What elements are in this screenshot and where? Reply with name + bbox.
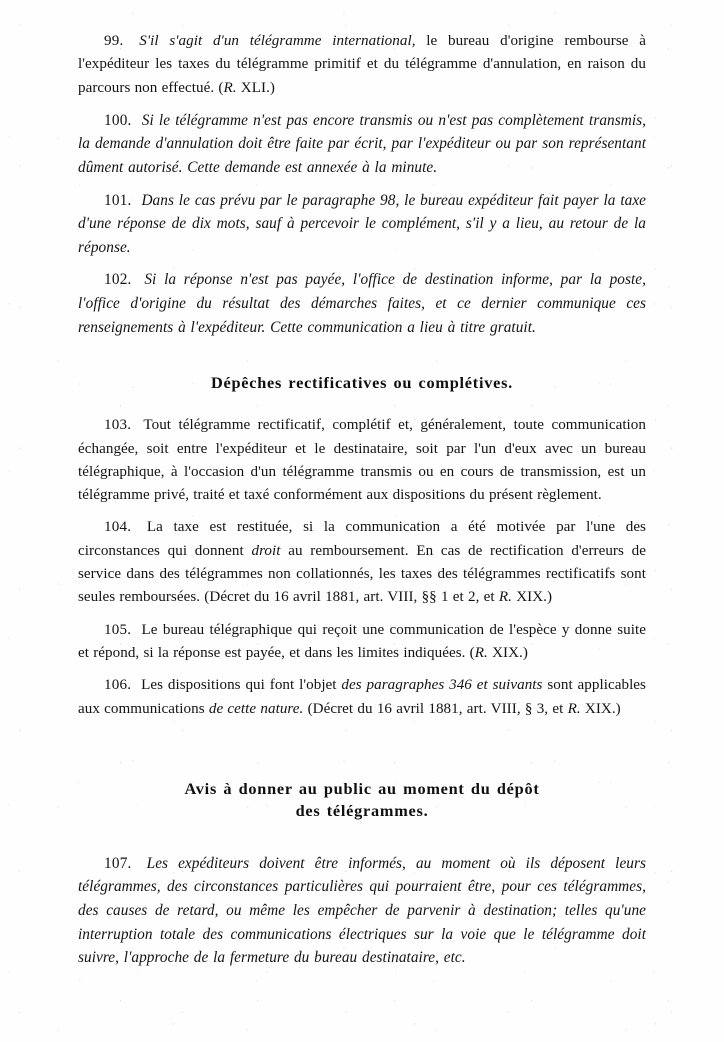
article-100 (78, 109, 646, 180)
heading-depeches-rectificatives (78, 372, 646, 394)
article-number: 106. (104, 677, 132, 694)
article-99 (78, 30, 646, 100)
heading-spacer-below (78, 822, 646, 852)
article-102 (78, 268, 646, 339)
heading-spacer-above (78, 730, 646, 778)
article-text: Les expéditeurs doivent être informés, au moment où ils déposent leurs télégrammes, des circonstances particulières qui pourraient être, pour ces télégrammes, des causes de retard, ou même les empêcher de parvenir à destination; telles qu'une interruption totale des communications électriques sur la voie que le télégramme doit suivre, l'approche de la fermeture du bureau destinataire, etc. (78, 854, 646, 967)
heading-spacer-above (78, 348, 646, 372)
article-105 (78, 619, 646, 666)
article-text: Si le télégramme n'est pas encore transmis ou n'est pas complètement transmis, la demande d'annulation doit être faite par écrit, par l'expéditeur ou par son représentant dûment autorisé. Cette demande est annexée à la minute. (78, 111, 646, 177)
article-number: 100. (104, 111, 132, 129)
heading-line: Dépêches rectificatives ou complétives. (210, 373, 513, 393)
article-text: La taxe est restituée, si la communication a été motivée par l'une des circonstances qui donnent droit au remboursement. En cas de rectification d'erreurs de service dans des télégrammes non collationnés, les taxes des télégrammes rectificatifs sont seules remboursées. (Décret du 16 avril 1881, art. VIII, §§ 1 et 2, et R. XIX.) (78, 519, 646, 606)
article-number: 105. (104, 621, 132, 638)
article-text: Tout télégramme rectificatif, complétif et, généralement, toute communication échangée, soit entre l'expéditeur et le destinataire, soit par l'un d'eux avec un bureau télégraphique, à l'occasion d'un télégramme transmis ou en cours de transmission, est un télégramme privé, traité et taxé conformément aux dispositions du présent règlement. (78, 417, 646, 504)
heading-avis-a-donner-au-public (78, 778, 646, 822)
article-106 (78, 674, 646, 721)
text-column (78, 30, 646, 970)
article-text: Les dispositions qui font l'objet des paragraphes 346 et suivants sont applicables aux communications de cette nature. (Décret du 16 avril 1881, art. VIII, § 3, et R. XIX.) (78, 677, 646, 717)
article-number: 102. (104, 271, 132, 289)
heading-line: Avis à donner au public au moment du dépôt (184, 778, 540, 798)
article-103 (78, 414, 646, 507)
article-number: 101. (104, 191, 132, 209)
article-number: 107. (104, 854, 132, 872)
article-104 (78, 516, 646, 609)
article-text: Dans le cas prévu par le paragraphe 98, le bureau expéditeur fait payer la taxe d'une réponse de dix mots, sauf à percevoir le complément, s'il y a lieu, au retour de la réponse. (78, 191, 646, 256)
article-number: 99. (104, 33, 124, 49)
article-text: Le bureau télégraphique qui reçoit une communication de l'espèce y donne suite et répond, si la réponse est payée, et dans les limites indiquées. (R. XIX.) (78, 621, 646, 661)
heading-spacer-below (78, 394, 646, 414)
article-text: Si la réponse n'est pas payée, l'office de destination informe, par la poste, l'office d'origine du résultat des démarches faites, et ce dernier communique ces renseignements à l'expéditeur. Cette communication a lieu à titre gratuit. (78, 271, 646, 336)
article-number: 103. (104, 417, 132, 434)
article-101 (78, 189, 646, 260)
article-number: 104. (104, 519, 132, 536)
article-107 (78, 852, 646, 970)
article-text: S'il s'agit d'un télégramme international, le bureau d'origine rembourse à l'expéditeur les taxes du télégramme primitif et du télégramme d'annulation, en raison du parcours non effectué. (R. XLI.) (78, 33, 646, 96)
heading-line: des télégrammes. (295, 800, 429, 820)
